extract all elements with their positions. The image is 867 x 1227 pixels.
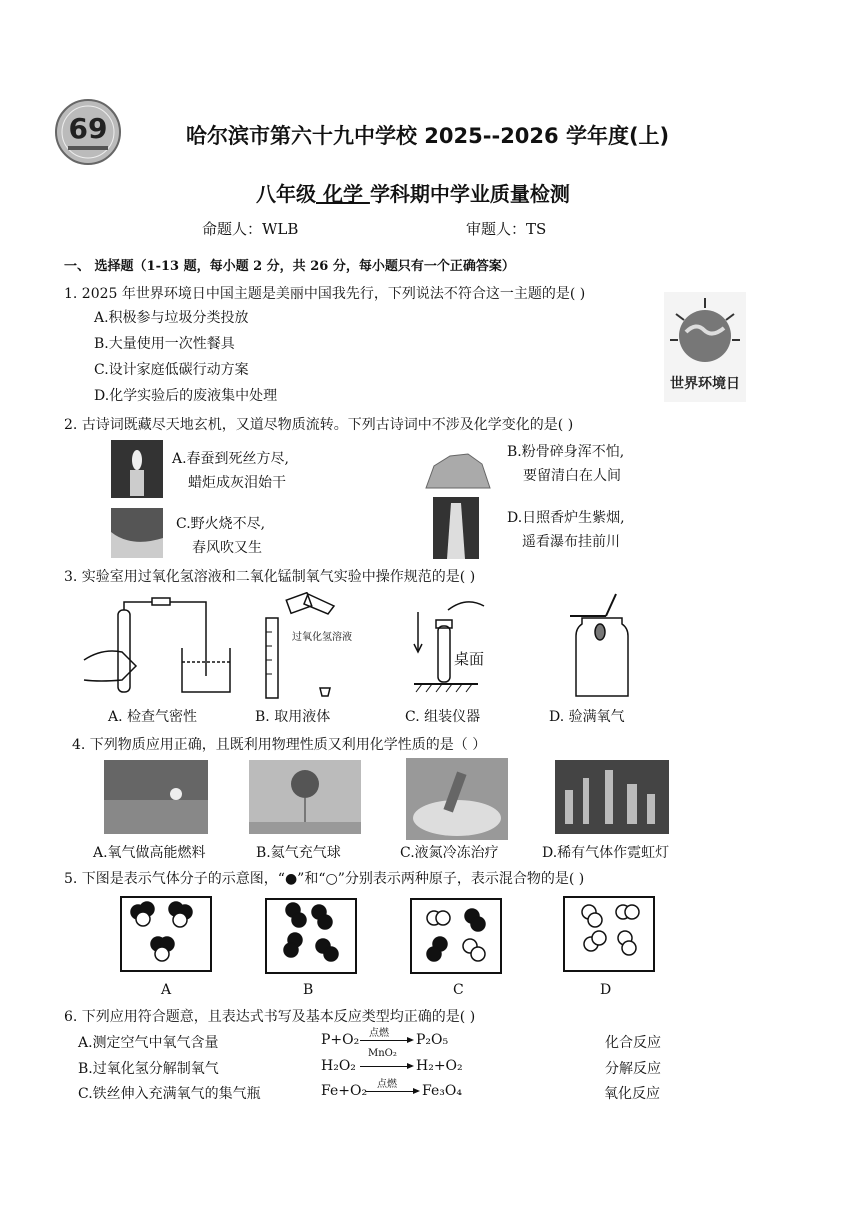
q6-c-arrow xyxy=(366,1091,418,1092)
q3-option-a: A. 检查气密性 xyxy=(108,709,198,725)
poster-text: 世界环境日 xyxy=(670,376,740,392)
q5-label-d: D xyxy=(600,982,612,998)
environment-day-poster xyxy=(664,292,746,402)
waterfall-image xyxy=(433,497,479,559)
q6-b-label: B.过氧化氢分解制氧气 xyxy=(78,1061,219,1077)
q4-option-b: B.氦气充气球 xyxy=(256,845,341,861)
q1-option-c: C.设计家庭低碳行动方案 xyxy=(94,362,249,378)
reviewer: 审题人：TS xyxy=(466,220,547,238)
exam-prefix: 八年级 xyxy=(256,182,316,206)
balloon-image xyxy=(249,760,361,834)
q2-stem: 2. 古诗词既藏尽天地玄机，又道尽物质流转。下列古诗词中不涉及化学变化的是( ) xyxy=(64,417,574,433)
q2-d-line1: D.日照香炉生紫烟, xyxy=(507,510,625,526)
candle-image xyxy=(111,440,163,498)
q6-a-type: 化合反应 xyxy=(605,1035,661,1051)
liquid-nitrogen-image xyxy=(406,758,508,840)
q1-option-a: A.积极参与垃圾分类投放 xyxy=(94,310,249,326)
molecule-box-a xyxy=(120,896,212,972)
q2-b-line2: 要留清白在人间 xyxy=(523,468,621,484)
q2-a-line2: 蜡炬成灰泪始干 xyxy=(188,475,286,491)
q4-option-d: D.稀有气体作霓虹灯 xyxy=(542,845,670,861)
q1-option-b: B.大量使用一次性餐具 xyxy=(94,336,235,352)
q3-stem: 3. 实验室用过氧化氢溶液和二氧化锰制氧气实验中操作规范的是( ) xyxy=(64,569,476,585)
limestone-image xyxy=(424,448,492,490)
q4-stem: 4. 下列物质应用正确，且既利用物理性质又利用化学性质的是（ ） xyxy=(72,737,487,753)
q6-c-condition: 点燃 xyxy=(377,1079,397,1090)
q4-option-c: C.液氮冷冻治疗 xyxy=(400,845,499,861)
subject-name: 化学 xyxy=(316,182,370,206)
q2-c-line1: C.野火烧不尽, xyxy=(176,516,266,532)
q2-c-line2: 春风吹又生 xyxy=(192,540,262,556)
q3-option-d: D. 验满氧气 xyxy=(549,709,625,725)
q2-a-line1: A.春蚕到死丝方尽, xyxy=(172,451,290,467)
q2-b-line1: B.粉骨碎身浑不怕, xyxy=(507,444,625,460)
section-heading: 一、 选择题（1-13 题，每小题 2 分，共 26 分，每小题只有一个正确答案） xyxy=(64,259,515,274)
liquid-label: 过氧化氢溶液 xyxy=(292,632,352,643)
q6-a-condition: 点燃 xyxy=(369,1028,389,1039)
desk-label: 桌面 xyxy=(454,650,485,668)
q3-option-c: C. 组装仪器 xyxy=(405,709,481,725)
q6-a-arrow xyxy=(360,1040,412,1041)
welding-image xyxy=(104,760,208,834)
q3-option-b: B. 取用液体 xyxy=(255,709,331,725)
q6-a-label: A.测定空气中氧气含量 xyxy=(78,1035,219,1051)
q6-b-left: H₂O₂ xyxy=(321,1058,356,1074)
q6-a-left: P+O₂ xyxy=(321,1032,360,1048)
q6-b-arrow xyxy=(360,1066,412,1067)
airtightness-check-drawing xyxy=(82,596,242,700)
q5-label-a: A xyxy=(161,982,172,998)
q6-a-right: P₂O₅ xyxy=(416,1032,449,1048)
q5-label-b: B xyxy=(303,982,314,998)
q6-b-condition: MnO₂ xyxy=(368,1048,397,1059)
q6-c-left: Fe+O₂ xyxy=(321,1083,368,1099)
q6-c-right: Fe₃O₄ xyxy=(422,1083,462,1099)
q1-stem: 1. 2025 年世界环境日中国主题是美丽中国我先行，下列说法不符合这一主题的是( ) xyxy=(64,286,586,302)
grassland-fire-image xyxy=(111,508,163,558)
q5-label-c: C xyxy=(453,982,464,998)
exam-title xyxy=(256,178,570,207)
exam-suffix: 学科期中学业质量检测 xyxy=(369,182,570,206)
school-logo xyxy=(54,98,122,166)
q5-stem: 5. 下图是表示气体分子的示意图，“●”和“○”分别表示两种原子，表示混合物的是( ) xyxy=(64,871,585,887)
q1-option-d: D.化学实验后的废液集中处理 xyxy=(94,388,278,404)
molecule-box-c xyxy=(410,898,502,974)
author: 命题人：WLB xyxy=(202,220,299,238)
svg-text:69: 69 xyxy=(68,112,108,145)
q6-stem: 6. 下列应用符合题意，且表达式书写及基本反应类型均正确的是( ) xyxy=(64,1009,476,1025)
q2-d-line2: 遥看瀑布挂前川 xyxy=(522,534,620,550)
school-title: 哈尔滨市第六十九中学校 2025--2026 学年度(上) xyxy=(186,124,670,148)
q4-option-a: A.氧气做高能燃料 xyxy=(93,845,206,861)
q6-c-label: C.铁丝伸入充满氧气的集气瓶 xyxy=(78,1086,261,1102)
q6-b-type: 分解反应 xyxy=(605,1061,661,1077)
molecule-box-d xyxy=(563,896,655,972)
q6-b-right: H₂+O₂ xyxy=(416,1058,463,1074)
take-liquid-drawing xyxy=(262,592,362,702)
molecule-box-b xyxy=(265,898,357,974)
neon-city-image xyxy=(555,760,669,834)
oxygen-full-check-drawing xyxy=(566,592,638,700)
q6-c-type: 氧化反应 xyxy=(604,1086,660,1102)
